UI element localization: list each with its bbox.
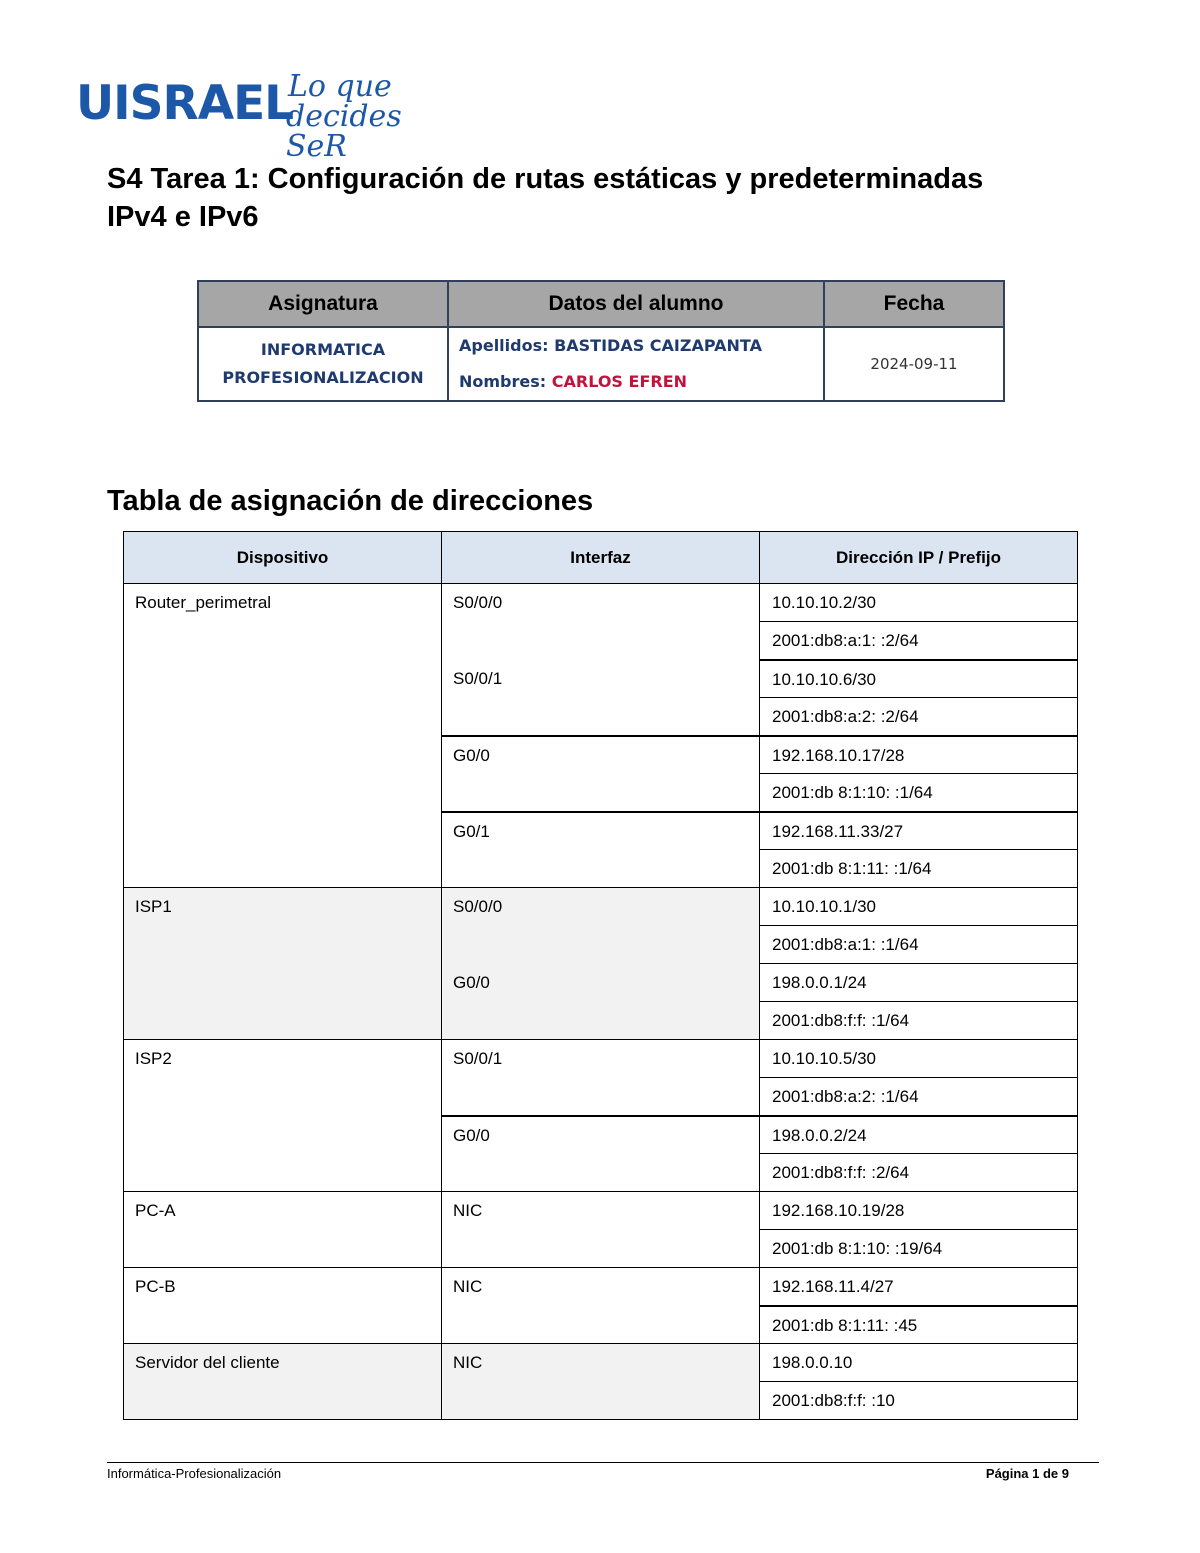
ip-address-cell: 2001:db8:a:2: :2/64 — [760, 698, 1078, 736]
student-cell — [448, 327, 824, 401]
device-cell: Router_perimetral — [124, 584, 442, 622]
device-cell — [124, 964, 442, 1002]
footer-left-text: Informática-Profesionalización — [107, 1466, 282, 1481]
interface-cell: G0/1 — [442, 812, 760, 850]
names-value: CARLOS EFREN — [551, 372, 688, 391]
interface-cell — [442, 1306, 760, 1344]
interface-cell: G0/0 — [442, 1116, 760, 1154]
device-cell — [124, 1230, 442, 1268]
device-cell — [124, 1382, 442, 1420]
device-cell — [124, 1116, 442, 1154]
names-label: Nombres: — [459, 372, 552, 391]
surname-label: Apellidos: — [459, 336, 555, 355]
interface-cell: NIC — [442, 1268, 760, 1306]
table-row — [124, 1306, 1078, 1344]
interface-cell — [442, 622, 760, 660]
surname-value: BASTIDAS CAIZAPANTA — [554, 336, 762, 355]
logo-tagline — [286, 69, 436, 164]
ip-address-cell: 2001:db 8:1:10: :1/64 — [760, 774, 1078, 812]
interface-cell: S0/0/1 — [442, 660, 760, 698]
device-cell — [124, 698, 442, 736]
footer-page-number: Página 1 de 9 — [985, 1466, 1069, 1481]
table-row — [124, 964, 1078, 1002]
device-cell — [124, 622, 442, 660]
table-row — [124, 1344, 1078, 1382]
table-row — [124, 1192, 1078, 1230]
device-cell — [124, 812, 442, 850]
device-cell — [124, 1154, 442, 1192]
date-cell: 2024-09-11 — [824, 327, 1004, 401]
document-title — [107, 160, 1107, 236]
logo-tagline-line2: decides SeR — [286, 99, 402, 164]
interface-cell — [442, 850, 760, 888]
ip-address-cell: 10.10.10.2/30 — [760, 584, 1078, 622]
ip-address-cell: 2001:db8:f:f: :1/64 — [760, 1002, 1078, 1040]
table-row — [124, 660, 1078, 698]
ip-address-cell: 192.168.10.19/28 — [760, 1192, 1078, 1230]
ip-address-cell: 2001:db 8:1:10: :19/64 — [760, 1230, 1078, 1268]
table-row — [124, 1230, 1078, 1268]
table-row — [124, 774, 1078, 812]
ip-address-cell: 192.168.10.17/28 — [760, 736, 1078, 774]
interface-cell: NIC — [442, 1192, 760, 1230]
interface-cell — [442, 1230, 760, 1268]
ip-address-cell: 198.0.0.1/24 — [760, 964, 1078, 1002]
ip-address-cell: 2001:db8:f:f: :10 — [760, 1382, 1078, 1420]
header-interfaz: Interfaz — [442, 532, 760, 584]
section-title: Tabla de asignación de direcciones — [107, 485, 594, 517]
header-asignatura: Asignatura — [198, 281, 448, 327]
table-row — [124, 888, 1078, 926]
header-direccion-ip: Dirección IP / Prefijo — [760, 532, 1078, 584]
device-cell — [124, 1078, 442, 1116]
ip-address-cell: 2001:db8:f:f: :2/64 — [760, 1154, 1078, 1192]
ip-address-cell: 10.10.10.5/30 — [760, 1040, 1078, 1078]
device-cell — [124, 850, 442, 888]
title-line-1: S4 Tarea 1: Configuración de rutas estáticas y predeterminadas — [107, 163, 984, 195]
device-cell — [124, 1002, 442, 1040]
table-row — [124, 1382, 1078, 1420]
device-cell: PC-A — [124, 1192, 442, 1230]
logo-tagline-line1: Lo que — [288, 69, 392, 104]
interface-cell — [442, 774, 760, 812]
table-row — [124, 1002, 1078, 1040]
device-cell — [124, 660, 442, 698]
device-cell — [124, 1306, 442, 1344]
interface-cell — [442, 698, 760, 736]
interface-cell: S0/0/1 — [442, 1040, 760, 1078]
header-datos-alumno: Datos del alumno — [448, 281, 824, 327]
device-cell: PC-B — [124, 1268, 442, 1306]
device-cell: ISP1 — [124, 888, 442, 926]
table-row — [124, 1116, 1078, 1154]
interface-cell — [442, 1154, 760, 1192]
subject-cell — [198, 327, 448, 401]
interface-cell: G0/0 — [442, 736, 760, 774]
table-row — [124, 698, 1078, 736]
ip-address-cell: 198.0.0.10 — [760, 1344, 1078, 1382]
surname-row — [459, 328, 823, 364]
ip-address-cell: 2001:db 8:1:11: :1/64 — [760, 850, 1078, 888]
device-cell — [124, 736, 442, 774]
interface-cell — [442, 1002, 760, 1040]
ip-address-cell: 2001:db8:a:2: :1/64 — [760, 1078, 1078, 1116]
table-row — [124, 1154, 1078, 1192]
table-row — [124, 1040, 1078, 1078]
logo-brand: UISRAEL — [76, 76, 294, 131]
device-cell: Servidor del cliente — [124, 1344, 442, 1382]
table-row — [124, 736, 1078, 774]
table-row — [124, 1268, 1078, 1306]
table-row — [124, 850, 1078, 888]
table-row — [124, 584, 1078, 622]
interface-cell — [442, 1382, 760, 1420]
table-row — [124, 812, 1078, 850]
interface-cell — [442, 926, 760, 964]
ip-address-cell: 192.168.11.33/27 — [760, 812, 1078, 850]
ip-address-cell: 198.0.0.2/24 — [760, 1116, 1078, 1154]
ip-address-cell: 10.10.10.1/30 — [760, 888, 1078, 926]
ip-address-cell: 10.10.10.6/30 — [760, 660, 1078, 698]
table-row — [124, 926, 1078, 964]
interface-cell — [442, 1078, 760, 1116]
address-assignment-table — [123, 531, 1078, 1420]
device-cell — [124, 774, 442, 812]
title-line-2: IPv4 e IPv6 — [107, 201, 259, 233]
interface-cell: S0/0/0 — [442, 888, 760, 926]
uisrael-logo — [76, 69, 436, 164]
table-row — [124, 622, 1078, 660]
ip-address-cell: 2001:db8:a:1: :1/64 — [760, 926, 1078, 964]
device-cell: ISP2 — [124, 1040, 442, 1078]
interface-cell: G0/0 — [442, 964, 760, 1002]
footer-divider — [107, 1462, 1099, 1463]
header-fecha: Fecha — [824, 281, 1004, 327]
ip-address-cell: 2001:db 8:1:11: :45 — [760, 1306, 1078, 1344]
student-info-table — [197, 280, 1005, 402]
header-dispositivo: Dispositivo — [124, 532, 442, 584]
device-cell — [124, 926, 442, 964]
subject-line-1: INFORMATICA — [260, 340, 386, 359]
ip-address-cell: 2001:db8:a:1: :2/64 — [760, 622, 1078, 660]
names-row — [459, 364, 823, 400]
ip-address-cell: 192.168.11.4/27 — [760, 1268, 1078, 1306]
subject-line-2: PROFESIONALIZACION — [222, 368, 424, 387]
table-row — [124, 1078, 1078, 1116]
interface-cell: NIC — [442, 1344, 760, 1382]
interface-cell: S0/0/0 — [442, 584, 760, 622]
